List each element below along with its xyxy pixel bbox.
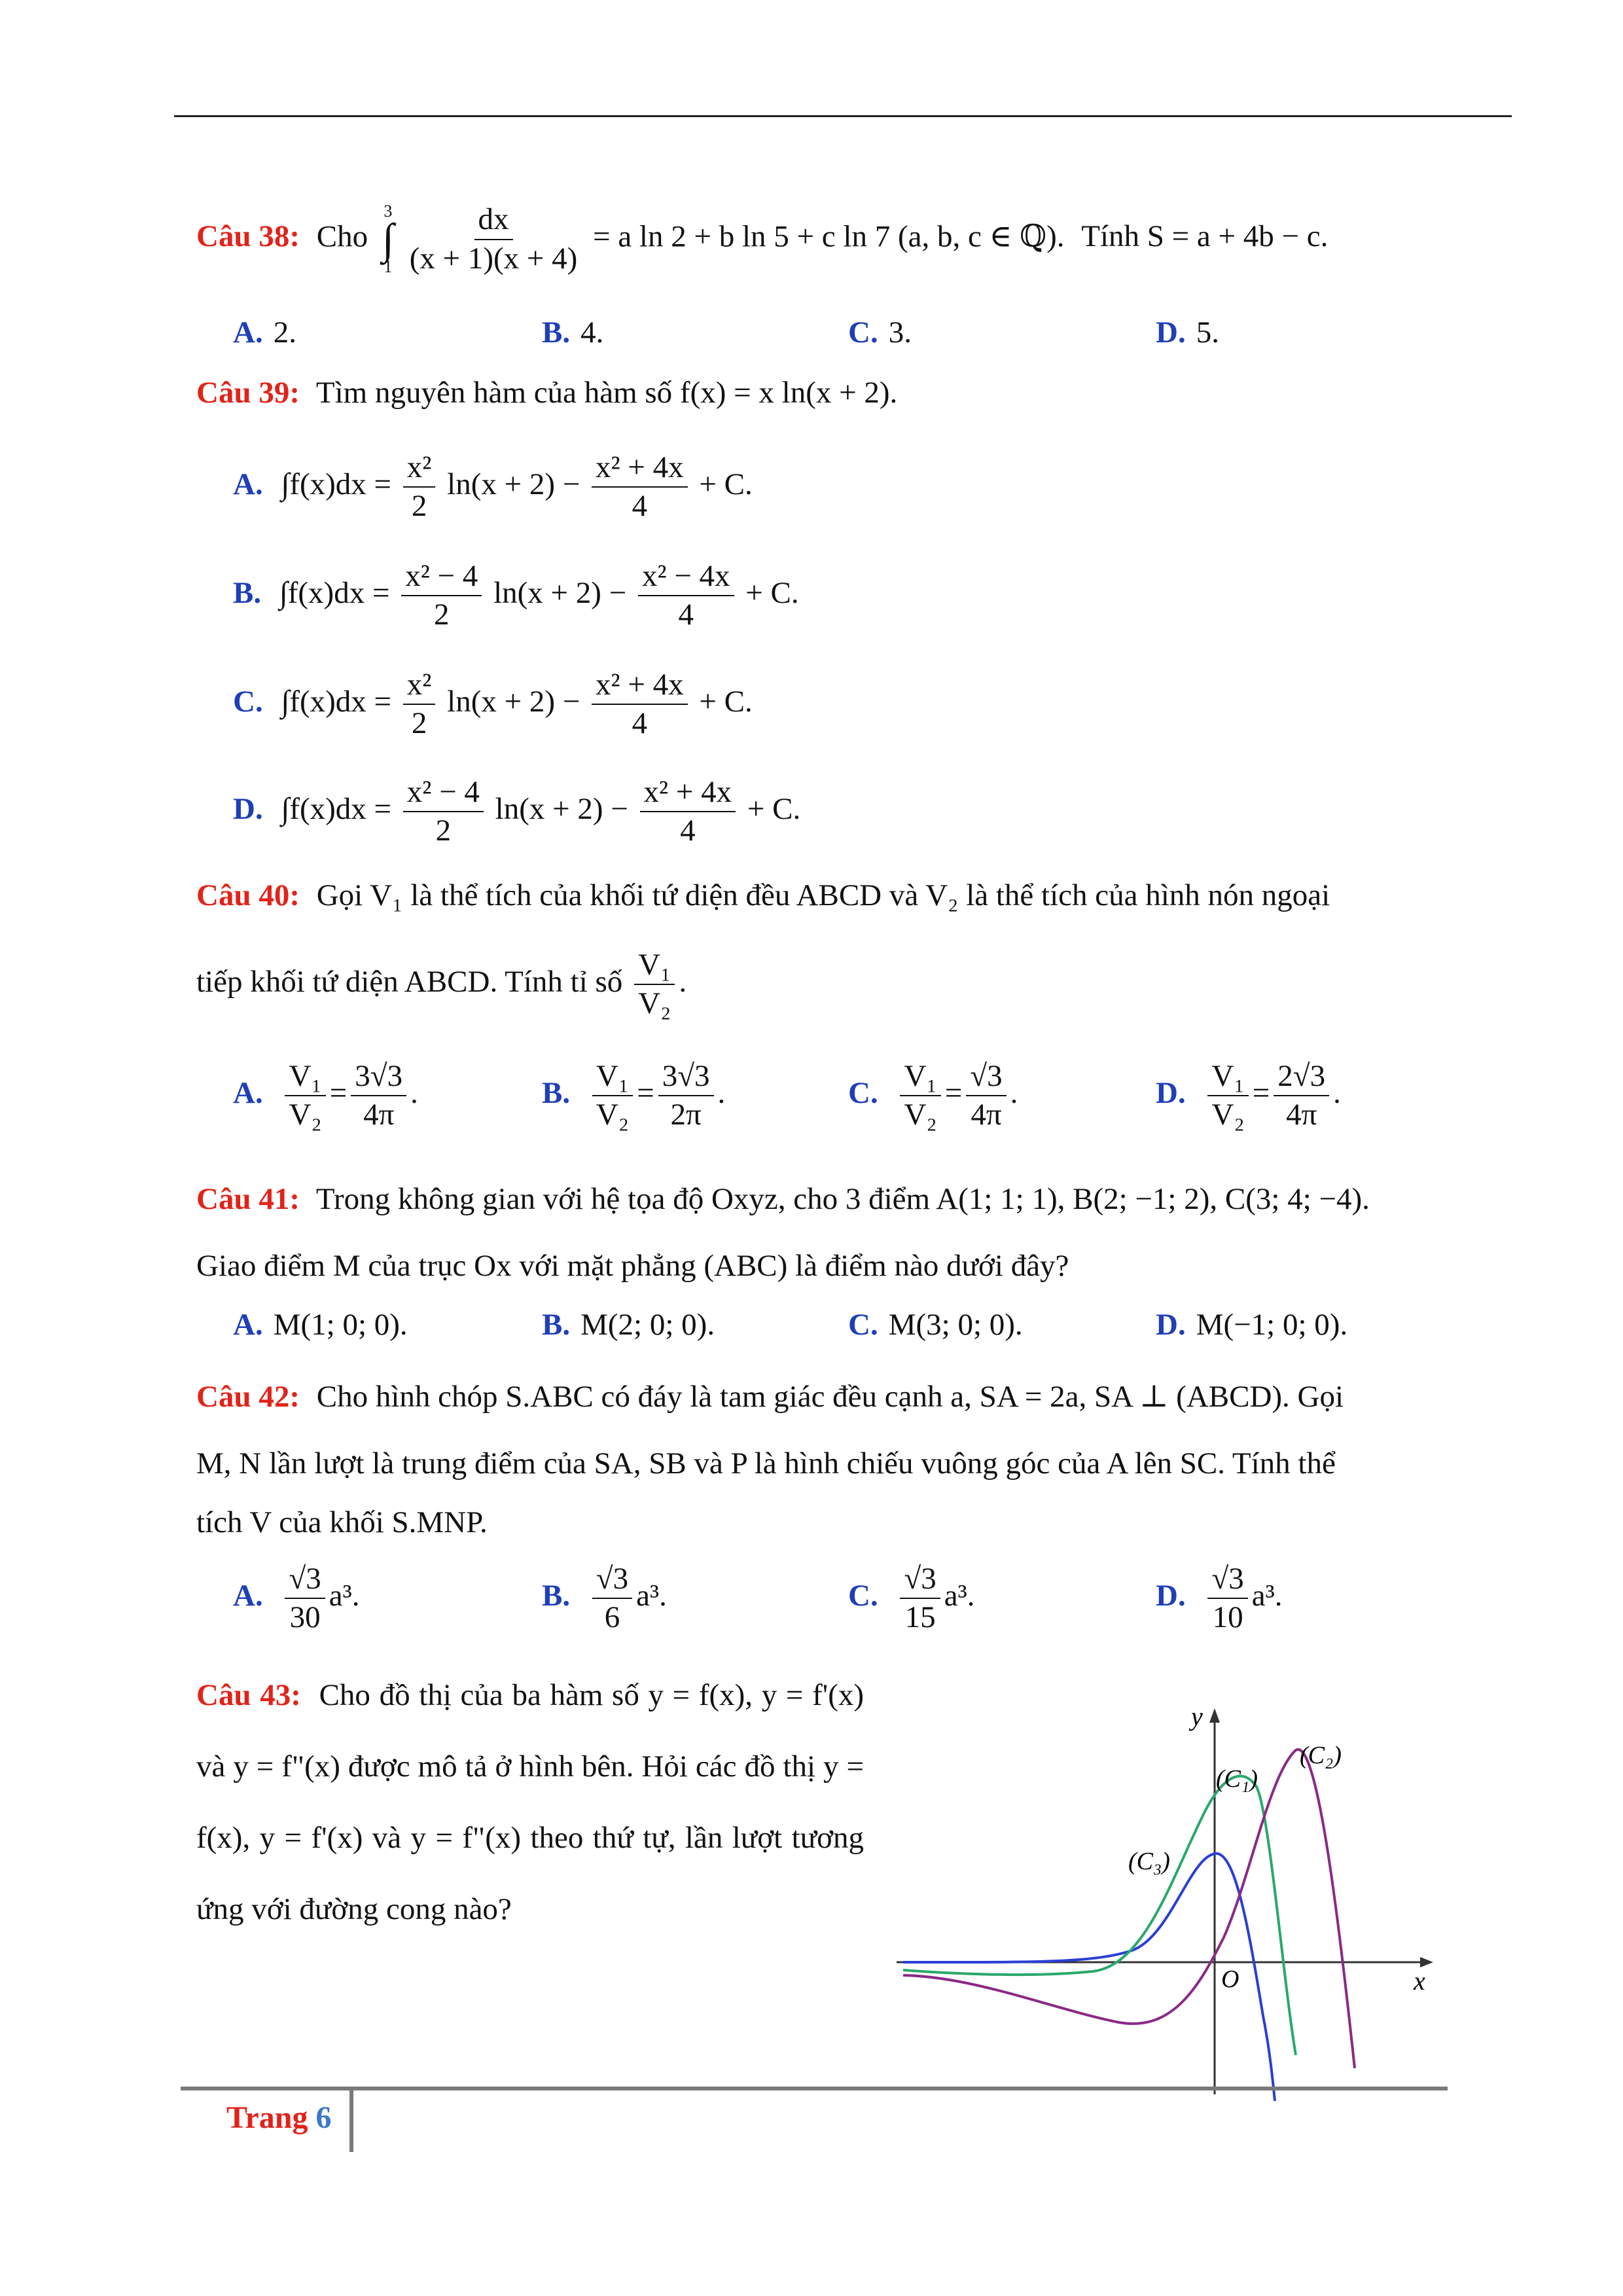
- question-41-line2: [196, 1246, 1069, 1286]
- option-c[interactable]: [848, 1305, 1023, 1345]
- question-38: [196, 203, 1328, 276]
- option-b[interactable]: [542, 1305, 715, 1345]
- option-label: B.: [542, 1076, 571, 1111]
- constant-term: + C.: [699, 685, 753, 719]
- fraction-denominator: V₂: [289, 1098, 322, 1132]
- fraction-denominator: 4π: [1286, 1098, 1317, 1132]
- fraction-numerator: √3: [1207, 1563, 1247, 1599]
- option-label: D.: [1156, 1308, 1186, 1342]
- footer-rule: [181, 2087, 1448, 2090]
- option-b[interactable]: [542, 313, 603, 353]
- fraction-numerator: V₁: [285, 1060, 325, 1096]
- curve-c3: [903, 1854, 1275, 2101]
- fraction-numerator: x² − 4x: [638, 560, 734, 596]
- option-d[interactable]: D. $\frac{\text{V₁}}{\text{V₂}}$ = $\frac{2√3}{4\pi}$ .: [1156, 1059, 1341, 1132]
- equation-rhs: = a ln 2 + b ln 5 + c ln 7 (a, b, c ∈ ℚ).: [593, 219, 1065, 254]
- option-text: M(1; 0; 0).: [273, 1308, 408, 1342]
- option-text: M(3; 0; 0).: [888, 1308, 1023, 1342]
- option-label: A.: [233, 315, 263, 350]
- fraction-numerator: √3: [900, 1563, 940, 1599]
- fraction-denominator: 2: [411, 489, 427, 524]
- question-text: Giao điểm M của trục Ox với mặt phẳng (ABC) là điểm nào dưới đây?: [196, 1249, 1069, 1283]
- constant-term: + C.: [745, 576, 799, 611]
- fraction-denominator: 10: [1212, 1600, 1243, 1635]
- question-41: [196, 1179, 1370, 1219]
- fraction-numerator: x² + 4x: [640, 776, 736, 812]
- option-text: M(−1; 0; 0).: [1196, 1308, 1348, 1342]
- footer-label: Trang: [226, 2100, 308, 2135]
- curve-c3-label: (C₃): [1128, 1848, 1170, 1875]
- option-label: D.: [1156, 1579, 1186, 1613]
- fraction: [1274, 1060, 1329, 1132]
- question-text: Trong không gian với hệ tọa độ Oxyz, cho 3 điểm A(1; 1; 1), B(2; −1; 2), C(3; 4; −4).: [315, 1182, 1370, 1216]
- integral-lhs: ∫f(x)dx =: [279, 576, 390, 611]
- ratio-fraction: [634, 949, 675, 1020]
- top-rule: [174, 115, 1512, 117]
- page-footer: [226, 2100, 331, 2136]
- fraction-numerator: 2√3: [1274, 1060, 1329, 1096]
- option-d[interactable]: [1156, 1305, 1347, 1345]
- fraction: [592, 1060, 633, 1132]
- fraction: [1207, 1060, 1248, 1132]
- integral-lhs: ∫f(x)dx =: [281, 792, 392, 827]
- fraction-numerator: x² − 4: [401, 560, 482, 596]
- log-term: ln(x + 2) −: [493, 576, 627, 611]
- fraction-numerator: √3: [285, 1563, 325, 1599]
- fraction-denominator: 2π: [670, 1098, 702, 1132]
- fraction: [403, 669, 436, 740]
- log-term: ln(x + 2) −: [447, 467, 580, 502]
- question-text: Cho hình chóp S.ABC có đáy là tam giác đều cạnh a, SA = 2a, SA ⊥ (ABCD). Gọi: [316, 1380, 1344, 1414]
- question-label: Câu 41:: [196, 1182, 300, 1216]
- option-c[interactable]: C. $\frac{\text{V₁}}{\text{V₂}}$ = $\frac{√3}{4\pi}$ .: [848, 1059, 1018, 1132]
- fraction-denominator: 2: [434, 598, 450, 632]
- option-text: 4.: [580, 315, 604, 350]
- function-graph: [897, 1702, 1440, 2101]
- fraction: [1207, 1563, 1247, 1634]
- option-d[interactable]: [1156, 313, 1219, 353]
- question-text: Cho: [316, 219, 368, 254]
- fraction-denominator: 4: [632, 706, 648, 741]
- option-label: A.: [233, 1308, 263, 1342]
- option-label: A.: [233, 1579, 263, 1613]
- fraction-numerator: 3√3: [658, 1060, 714, 1096]
- option-text: M(2; 0; 0).: [580, 1308, 715, 1342]
- fraction: [638, 560, 734, 632]
- option-label: C.: [848, 315, 878, 350]
- option-suffix: a³.: [1251, 1579, 1283, 1613]
- option-suffix: a³.: [944, 1579, 975, 1613]
- integral-upper-limit: 3: [383, 202, 393, 221]
- page-number: 6: [315, 2100, 332, 2135]
- integral-lower-limit: 1: [383, 257, 393, 277]
- footer-divider: [349, 2089, 353, 2152]
- fraction: [592, 669, 688, 740]
- question-text: Gọi V₁ là thể tích của khối tứ diện đều ABCD và V₂ là thể tích của hình nón ngoại: [316, 878, 1330, 912]
- option-label: B.: [542, 1308, 571, 1342]
- fraction-denominator: 30: [289, 1600, 321, 1635]
- fraction-numerator: x²: [403, 452, 436, 488]
- option-label: A.: [233, 1076, 263, 1111]
- fraction-denominator: 4: [632, 489, 648, 524]
- question-tail: Tính S = a + 4b − c.: [1081, 219, 1329, 254]
- option-b[interactable]: [542, 1563, 667, 1634]
- question-text: tiếp khối tứ diện ABCD. Tính tỉ số: [196, 965, 623, 999]
- option-c[interactable]: [848, 313, 912, 353]
- option-c[interactable]: [233, 669, 753, 740]
- question-43: [196, 1660, 864, 1945]
- option-a[interactable]: A. $\frac{\text{V₁}}{\text{V₂}}$ = $\frac{3√3}{4\pi}$ .: [233, 1059, 418, 1132]
- fraction-numerator: V₁: [1207, 1060, 1248, 1096]
- option-a[interactable]: [233, 1305, 408, 1345]
- fraction-numerator: x² − 4: [403, 776, 484, 812]
- fraction-numerator: x²: [403, 669, 436, 705]
- fraction-numerator: 3√3: [351, 1060, 406, 1096]
- y-axis-label: y: [1191, 1702, 1203, 1731]
- option-label: B.: [542, 315, 571, 350]
- question-42: [196, 1377, 1344, 1417]
- integral-sign: 3 ∫ 1: [382, 202, 394, 277]
- option-label: C.: [848, 1076, 878, 1111]
- option-label: B.: [542, 1579, 571, 1613]
- question-text: M, N lần lượt là trung điểm của SA, SB và P là hình chiếu vuông góc của A lên SC. Tính thể: [196, 1446, 1336, 1480]
- fraction-denominator: V₂: [1211, 1098, 1245, 1132]
- fraction-denominator: (x + 1)(x + 4): [409, 241, 578, 276]
- fraction-denominator: V₂: [904, 1098, 937, 1132]
- question-42-line2: [196, 1444, 1336, 1484]
- question-text: Cho đồ thị của ba hàm số y = f(x), y = f'(x) và y = f"(x) được mô tả ở hình bên. Hỏi các đồ thị y = f(x), y = f'(x) và y = f"(x) theo thứ tự, lần lượt tương ứng với đường cong nào?: [196, 1678, 864, 1927]
- fraction: [900, 1563, 940, 1634]
- fraction-denominator: 2: [411, 706, 427, 741]
- option-label: D.: [1156, 1076, 1186, 1111]
- log-term: ln(x + 2) −: [495, 792, 628, 827]
- constant-term: + C.: [747, 792, 801, 827]
- log-term: ln(x + 2) −: [447, 685, 580, 719]
- question-39: [196, 373, 897, 413]
- option-suffix: a³.: [329, 1579, 360, 1613]
- x-axis-label: x: [1414, 1966, 1425, 1996]
- fraction: [403, 452, 436, 523]
- fraction-denominator: V₂: [638, 986, 671, 1021]
- integral-lhs: ∫f(x)dx =: [281, 685, 392, 719]
- option-label: C.: [848, 1308, 878, 1342]
- option-label: C.: [848, 1579, 878, 1613]
- fraction-denominator: 2: [435, 814, 452, 848]
- option-b[interactable]: B. $\frac{\text{V₁}}{\text{V₂}}$ = $\frac{3√3}{2\pi}$ .: [542, 1059, 726, 1132]
- curve-c1: [903, 1776, 1296, 2055]
- option-label: D.: [233, 792, 263, 827]
- integrand-fraction: [406, 204, 582, 275]
- option-label: D.: [1156, 315, 1186, 350]
- option-c[interactable]: [848, 1563, 974, 1634]
- fraction: [401, 560, 482, 632]
- fraction: [403, 776, 484, 848]
- question-40-line2: tiếp khối tứ diện ABCD. Tính tỉ số $\frac{\text{V₁}}{\text{V₂}}$ .: [196, 948, 687, 1021]
- fraction-numerator: dx: [474, 204, 513, 240]
- option-d[interactable]: [1156, 1563, 1282, 1634]
- option-text: 3.: [888, 315, 912, 350]
- fraction: [285, 1060, 325, 1132]
- fraction: [351, 1060, 406, 1132]
- curve-c2-label: (C₂): [1300, 1742, 1342, 1769]
- fraction-denominator: 4π: [363, 1098, 395, 1132]
- question-text: Tìm nguyên hàm của hàm số f(x) = x ln(x + 2).: [315, 376, 898, 410]
- fraction: [658, 1060, 714, 1132]
- y-axis-arrow: [1209, 1708, 1220, 1723]
- fraction-numerator: V₁: [592, 1060, 633, 1096]
- question-label: Câu 43:: [196, 1678, 301, 1712]
- option-label: B.: [233, 576, 262, 611]
- option-text: 2.: [273, 315, 296, 350]
- fraction-numerator: √3: [592, 1563, 632, 1599]
- fraction-denominator: 6: [604, 1600, 620, 1635]
- curve-c2: [903, 1749, 1355, 2068]
- question-label: Câu 39:: [196, 376, 300, 410]
- question-label: Câu 42:: [196, 1380, 300, 1414]
- fraction-numerator: V₁: [634, 949, 675, 985]
- option-suffix: a³.: [636, 1579, 667, 1613]
- fraction: [285, 1563, 325, 1634]
- origin-label: O: [1221, 1965, 1240, 1993]
- fraction: [900, 1060, 940, 1132]
- fraction-denominator: 4π: [971, 1098, 1002, 1132]
- fraction-denominator: 4: [678, 598, 694, 632]
- fraction: [592, 1563, 632, 1634]
- option-a[interactable]: [233, 313, 296, 353]
- integral-lhs: ∫f(x)dx =: [281, 467, 392, 502]
- question-label: Câu 38:: [196, 219, 300, 254]
- option-text: 5.: [1196, 315, 1219, 350]
- option-b[interactable]: [233, 560, 799, 632]
- constant-term: + C.: [699, 467, 753, 502]
- question-42-line3: [196, 1503, 488, 1543]
- option-d[interactable]: [233, 776, 800, 848]
- fraction: [640, 776, 736, 848]
- fraction: [966, 1060, 1006, 1132]
- fraction-numerator: V₁: [900, 1060, 940, 1096]
- option-label: A.: [233, 467, 263, 502]
- fraction-denominator: 4: [680, 814, 696, 848]
- curve-c1-label: (C₁): [1216, 1765, 1258, 1793]
- question-text: tích V của khối S.MNP.: [196, 1505, 488, 1539]
- option-a[interactable]: [233, 1563, 359, 1634]
- option-label: C.: [233, 685, 263, 719]
- option-a[interactable]: [233, 452, 753, 523]
- fraction-numerator: x² + 4x: [592, 452, 688, 488]
- question-40: [196, 876, 1330, 916]
- fraction-numerator: x² + 4x: [592, 669, 688, 705]
- fraction: [592, 452, 688, 523]
- fraction-denominator: V₂: [596, 1098, 630, 1132]
- question-label: Câu 40:: [196, 878, 300, 912]
- fraction-denominator: 15: [904, 1600, 936, 1635]
- fraction-numerator: √3: [966, 1060, 1006, 1096]
